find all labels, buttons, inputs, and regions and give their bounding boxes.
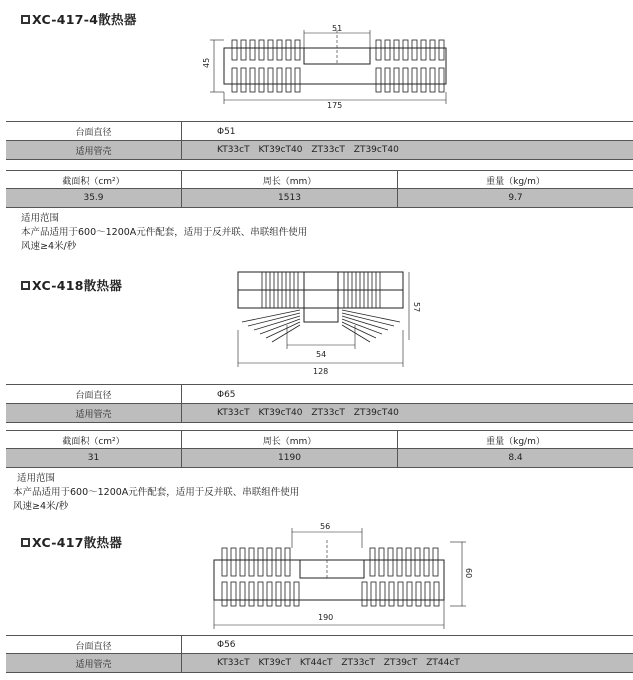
spec-value: Φ56 [217, 640, 236, 650]
dim-height: 60 [464, 568, 473, 579]
dim-inner-width: 54 [316, 350, 327, 359]
fin-shape [407, 582, 412, 606]
spec-label: 适用管壳 [6, 404, 182, 422]
spec-value: KT33cT KT39cT KT44cT ZT33cT ZT39cT ZT44cT [217, 658, 460, 668]
fin-shape [285, 548, 290, 576]
section-title-xc417: XC-417散热器 [21, 533, 122, 551]
usage-line: 风速≥4米/秒 [21, 241, 77, 252]
spec-row-diameter [6, 635, 633, 654]
props-header: 截面积（cm²） [6, 431, 182, 449]
spec-label: 适用管壳 [6, 141, 182, 159]
fin-shape [397, 548, 402, 576]
usage-line: 风速≥4米/秒 [13, 501, 69, 512]
dim-top-width: 56 [320, 522, 331, 531]
fin-shape [388, 548, 393, 576]
fin-shape [398, 582, 403, 606]
fin-shape [434, 582, 439, 606]
spec-label: 台面直径 [6, 636, 182, 654]
fin-shape [276, 582, 281, 606]
dim-height: 45 [202, 57, 211, 68]
spec-value: Φ51 [217, 126, 236, 137]
fin-shape [267, 582, 272, 606]
spec-value: KT33cT KT39cT40 ZT33cT ZT39cT40 [217, 408, 399, 418]
fin-shape [379, 548, 384, 576]
props-header: 周长（mm） [182, 431, 398, 449]
fin-shape [424, 548, 429, 576]
props-value: 1513 [182, 189, 398, 207]
spec-label: 台面直径 [6, 122, 182, 141]
fin-shape [240, 548, 245, 576]
dim-total-width: 190 [318, 613, 334, 622]
props-header: 重量（kg/m） [486, 436, 545, 447]
fin-shape [371, 582, 376, 606]
props-header: 重量（kg/m） [486, 176, 545, 187]
fin-shape [370, 548, 375, 576]
section-title-xc417-4: XC-417-4散热器 [21, 10, 137, 28]
fin-shape [231, 582, 236, 606]
fin-shape [294, 582, 299, 606]
fin-shape [425, 582, 430, 606]
fin-shape [380, 582, 385, 606]
dim-height: 57 [412, 302, 421, 313]
usage-title: 适用范围 [21, 213, 60, 224]
spec-row-package [6, 653, 633, 673]
props-value: 35.9 [6, 189, 182, 207]
dim-total-width: 175 [327, 101, 343, 110]
props-value: 8.4 [508, 453, 523, 463]
usage-line: 本产品适用于600～1200A元件配套，适用于反并联、串联组件使用 [13, 487, 300, 498]
usage-title: 适用范围 [17, 473, 56, 484]
props-header: 周长（mm） [182, 171, 398, 189]
fin-shape [231, 548, 236, 576]
fin-shape [276, 548, 281, 576]
spec-value: KT33cT KT39cT40 ZT33cT ZT39cT40 [217, 145, 399, 155]
fin-shape [267, 548, 272, 576]
fin-shape [249, 548, 254, 576]
props-header: 截面积（cm²） [6, 171, 182, 189]
fin-shape [285, 582, 290, 606]
fin-shape [406, 548, 411, 576]
dim-top-width: 51 [332, 24, 343, 33]
fin-shape [258, 582, 263, 606]
fin-shape [362, 582, 367, 606]
fin-shape [222, 548, 227, 576]
dim-total-width: 128 [313, 367, 329, 376]
props-value: 9.7 [508, 193, 523, 203]
usage-line: 本产品适用于600～1200A元件配套，适用于反并联、串联组件使用 [21, 227, 308, 238]
props-value: 31 [6, 449, 182, 467]
fin-shape [415, 548, 420, 576]
fin-shape [433, 548, 438, 576]
spec-label: 适用管壳 [6, 654, 182, 672]
spec-label: 台面直径 [6, 385, 182, 404]
fin-shape [240, 582, 245, 606]
fin-shape [389, 582, 394, 606]
fin-shape [249, 582, 254, 606]
fin-shape [222, 582, 227, 606]
props-value: 1190 [182, 449, 398, 467]
fin-shape [416, 582, 421, 606]
section-title-xc418: XC-418散热器 [21, 276, 122, 294]
spec-value: Φ65 [217, 389, 236, 400]
fin-shape [258, 548, 263, 576]
